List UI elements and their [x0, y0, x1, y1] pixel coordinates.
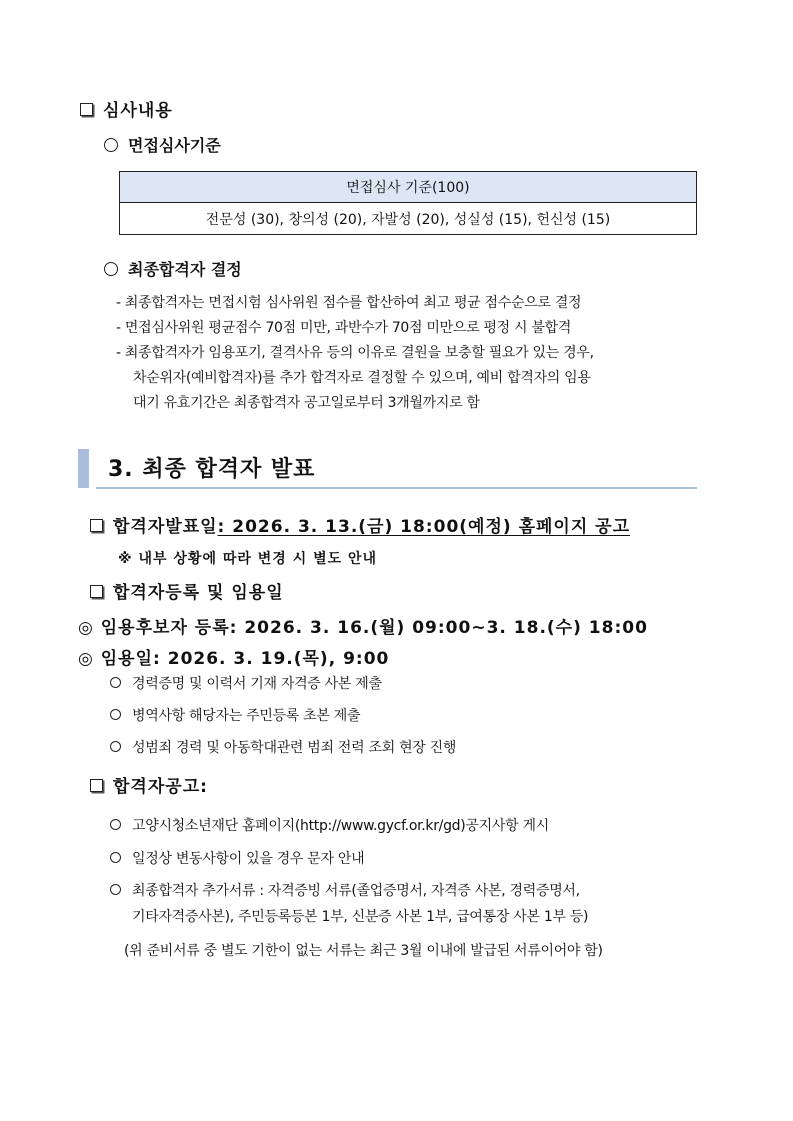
decision-line: - 최종합격자는 면접시험 심사위원 점수를 합산하여 최고 평균 점수순으로 결정: [116, 295, 582, 311]
notice-footnote: (위 준비서류 중 별도 기한이 없는 서류는 최근 3월 이내에 발급된 서류이어야 함): [124, 943, 603, 959]
criteria-table: [119, 171, 697, 235]
circle-bullet-icon: [110, 819, 121, 830]
section-accent-bar: [78, 449, 89, 488]
notice-heading: 합격자공고:: [90, 772, 208, 797]
decision-line: - 면접심사위원 평균점수 70점 미만, 과반수가 70점 미만으로 평정 시 불합격: [116, 320, 572, 336]
notice-item: 고양시청소년재단 홈페이지(http://www.gycf.or.kr/gd)공지사항 게시: [110, 815, 549, 835]
circle-bullet-icon: [110, 852, 121, 863]
registration-heading: 합격자등록 및 임용일: [90, 578, 284, 603]
notice-item: 최종합격자 추가서류 : 자격증빙 서류(졸업증명서, 자격증 사본, 경력증명서,: [110, 880, 580, 900]
criteria-table-row: 전문성 (30), 창의성 (20), 자발성 (20), 성실성 (15), 헌신성 (15): [120, 203, 697, 235]
subheading-final-decision: 최종합격자 결정: [104, 257, 242, 280]
notice-item-continuation: 기타자격증사본), 주민등록등본 1부, 신분증 사본 1부, 급여통장 사본 1부 등): [132, 909, 589, 925]
appoint-item: 경력증명 및 이력서 기재 자격증 사본 제출: [110, 673, 382, 693]
circle-bullet-icon: [110, 884, 121, 895]
section-underline: [96, 487, 697, 489]
decision-line: - 최종합격자가 임용포기, 결격사유 등의 이유로 결원을 보충할 필요가 있는 경우,: [116, 345, 594, 361]
checkbox-square-icon: [80, 103, 93, 116]
circle-bullet-icon: [104, 138, 118, 152]
subheading-interview-criteria: 면접심사기준: [104, 133, 221, 156]
criteria-table-header: 면접심사 기준(100): [120, 172, 697, 203]
candidate-registration: ◎ 임용후보자 등록: 2026. 3. 16.(월) 09:00~3. 18.(수) 18:00: [78, 618, 648, 638]
notice-item: 일정상 변동사항이 있을 경우 문자 안내: [110, 848, 364, 868]
checkbox-square-icon: [90, 585, 103, 598]
decision-line: 대기 유효기간은 최종합격자 공고일로부터 3개월까지로 함: [133, 395, 480, 411]
section-heading-review: 심사내용: [80, 96, 173, 121]
appointment-date: ◎ 임용일: 2026. 3. 19.(목), 9:00: [78, 649, 390, 669]
circle-bullet-icon: [110, 709, 121, 720]
section-title: 3. 최종 합격자 발표: [108, 457, 316, 482]
checkbox-square-icon: [90, 519, 103, 532]
circle-bullet-icon: [104, 262, 118, 276]
appoint-item: 병역사항 해당자는 주민등록 초본 제출: [110, 705, 360, 725]
circle-bullet-icon: [110, 741, 121, 752]
appoint-item: 성범죄 경력 및 아동학대관련 범죄 전력 조회 현장 진행: [110, 737, 456, 757]
announce-date: 합격자발표일: 2026. 3. 13.(금) 18:00(예정) 홈페이지 공고: [90, 512, 630, 537]
checkbox-square-icon: [90, 779, 103, 792]
decision-line: 차순위자(예비합격자)를 추가 합격자로 결정할 수 있으며, 예비 합격자의 임용: [133, 370, 591, 386]
circle-bullet-icon: [110, 677, 121, 688]
announce-note: ※ 내부 상황에 따라 변경 시 별도 안내: [118, 551, 378, 567]
